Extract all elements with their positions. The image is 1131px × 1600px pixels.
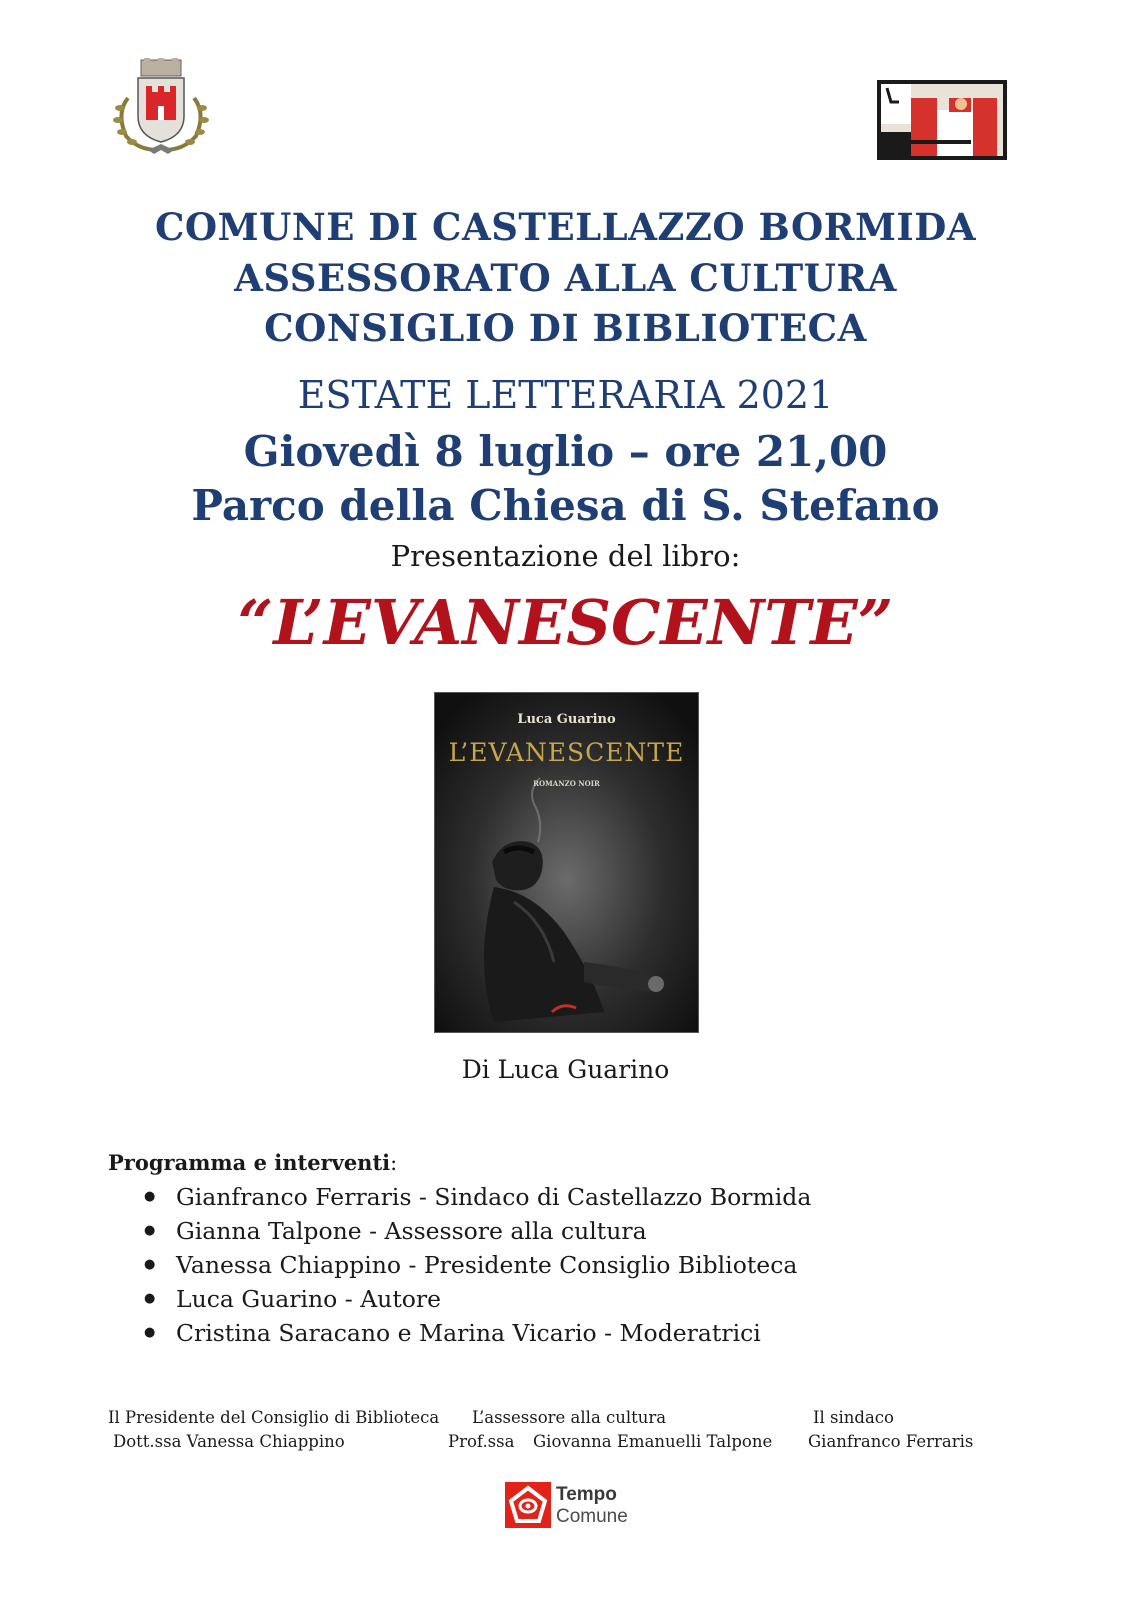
event-intro: Presentazione del libro: — [390, 539, 741, 573]
signature-middle-title: Prof.ssa — [448, 1432, 515, 1451]
signature-middle-role: L’assessore alla cultura — [472, 1408, 667, 1427]
program-list — [140, 1180, 811, 1350]
book-title: “L’EVANESCENTE” — [237, 586, 894, 659]
list-item: ● Vanessa Chiappino - Presidente Consiglio Biblioteca — [140, 1248, 811, 1282]
library-logo — [877, 80, 1007, 160]
cover-subtitle: ROMANZO NOIR — [533, 779, 600, 788]
list-item: ● Cristina Saracano e Marina Vicario - Moderatrici — [140, 1316, 811, 1350]
list-item: ● Gianfranco Ferraris - Sindaco di Castellazzo Bormida — [140, 1180, 811, 1214]
signature-left-role: Il Presidente del Consiglio di Biblioteca — [108, 1408, 440, 1427]
book-byline: Di Luca Guarino — [461, 1055, 670, 1084]
program-heading-label: Programma e interventi — [108, 1150, 391, 1175]
org-council: CONSIGLIO DI BIBLIOTECA — [264, 306, 867, 350]
tempo-comune-logo-icon — [505, 1482, 551, 1528]
signature-left-name: Dott.ssa Vanessa Chiappino — [113, 1432, 345, 1451]
signature-right-name: Gianfranco Ferraris — [808, 1432, 974, 1451]
list-item: ● Gianna Talpone - Assessore alla cultura — [140, 1214, 811, 1248]
org-name: COMUNE DI CASTELLAZZO BORMIDA — [154, 205, 977, 249]
signature-right-role: Il sindaco — [813, 1408, 894, 1427]
cover-author: Luca Guarino — [517, 712, 616, 727]
event-venue: Parco della Chiesa di S. Stefano — [191, 481, 940, 530]
footer-logo-line1: Tempo — [556, 1484, 617, 1505]
municipal-crest-logo — [108, 58, 214, 158]
cover-title: L’EVANESCENTE — [448, 738, 685, 767]
event-series: ESTATE LETTERARIA 2021 — [297, 373, 834, 417]
list-item: ● Luca Guarino - Autore — [140, 1282, 811, 1316]
footer-logo-line2: Comune — [556, 1506, 628, 1527]
org-department: ASSESSORATO ALLA CULTURA — [234, 256, 897, 300]
program-heading-colon: : — [390, 1151, 398, 1175]
signature-middle-name: Giovanna Emanuelli Talpone — [533, 1432, 773, 1451]
program-heading — [108, 1150, 397, 1175]
event-datetime: Giovedì 8 luglio – ore 21,00 — [243, 427, 888, 476]
